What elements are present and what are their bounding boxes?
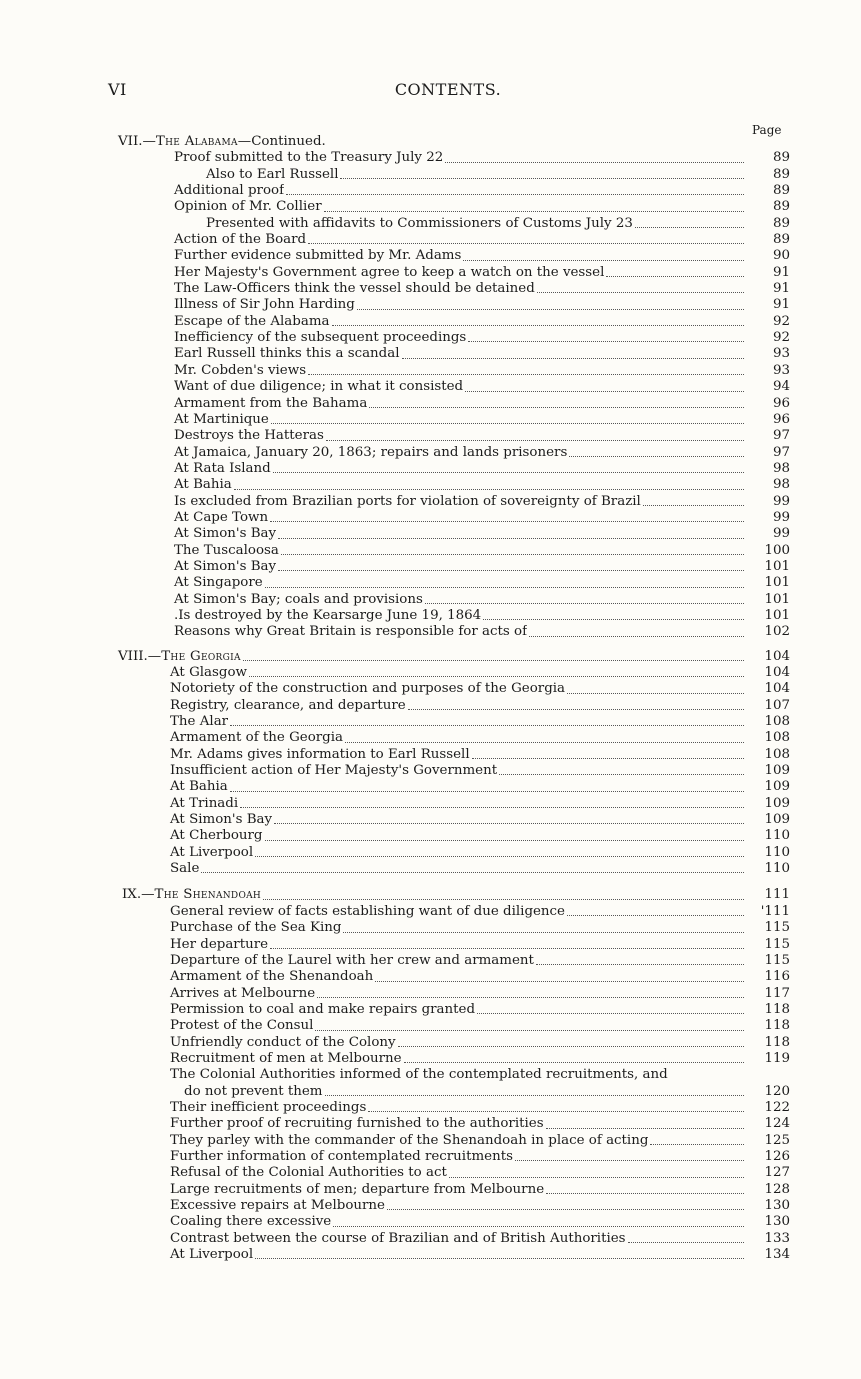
- dot-leader: [240, 806, 744, 808]
- toc-entry-page: 116: [764, 969, 790, 985]
- toc-entry-label: Armament from the Bahama: [174, 395, 368, 411]
- toc-entry-page: 101: [764, 591, 790, 607]
- toc-entry: [108, 698, 790, 714]
- toc-entry-label: Also to Earl Russell: [206, 166, 339, 182]
- dot-leader: [463, 259, 744, 261]
- dot-leader: [529, 635, 744, 637]
- toc-entry-label: At Simon's Bay; coals and provisions: [174, 591, 423, 607]
- toc-entry: [108, 363, 790, 379]
- toc-entry: [108, 1247, 790, 1263]
- dot-leader: [281, 553, 744, 555]
- toc-entry-label: Excessive repairs at Melbourne: [170, 1198, 385, 1213]
- toc-entry-page: 99: [772, 509, 790, 525]
- dot-leader: [273, 471, 744, 473]
- toc-entry-page: 89: [772, 150, 790, 166]
- dot-leader: [445, 161, 744, 163]
- dot-leader: [465, 390, 744, 392]
- toc-entry: [108, 477, 790, 493]
- dot-leader: [387, 1208, 744, 1210]
- toc-entry-label: Departure of the Laurel with her crew and armament: [170, 952, 534, 968]
- toc-entry-page: 108: [764, 746, 790, 762]
- toc-entry-label: Their inefficient proceedings: [170, 1099, 367, 1115]
- section-page-number: 111: [764, 887, 790, 903]
- toc-entry-page: 118: [764, 1001, 790, 1017]
- toc-entry-label: They parley with the commander of the Shenandoah in place of acting: [170, 1132, 649, 1148]
- toc-entry-label: Mr. Adams gives information to Earl Russell: [170, 746, 470, 762]
- dot-leader: [546, 1127, 744, 1129]
- toc-entry-page: 115: [764, 936, 790, 952]
- toc-entry-page: 89: [772, 215, 790, 231]
- toc-entry-label: Insufficient action of Her Majesty's Government: [170, 763, 498, 779]
- toc-entry-label: Escape of the Alabama: [174, 313, 330, 329]
- toc-entry-page: 109: [764, 763, 790, 779]
- dot-leader: [243, 659, 744, 661]
- toc-entry-label: At Liverpool: [170, 1247, 254, 1263]
- dot-leader: [546, 1192, 744, 1194]
- toc-entry-label: At Cape Town: [174, 509, 269, 525]
- toc-entry-page: 109: [764, 779, 790, 795]
- dot-leader: [375, 980, 744, 982]
- toc-entry-page: 115: [764, 920, 790, 936]
- toc-entry-page: 120: [764, 1083, 790, 1099]
- toc-entry-label: At Simon's Bay: [174, 558, 277, 574]
- toc-entry-label: Armament of the Shenandoah: [170, 969, 374, 985]
- dot-leader: [449, 1176, 744, 1178]
- toc-entry-page: 110: [764, 861, 790, 877]
- toc-entry-page: 92: [772, 313, 790, 329]
- toc-entry: [108, 953, 790, 969]
- toc-entry: [108, 937, 790, 953]
- toc-entry-label: Action of the Board: [174, 232, 307, 248]
- toc-entry-label: Want of due diligence; in what it consisted: [174, 379, 464, 395]
- toc-entry-label: At Bahia: [174, 477, 232, 493]
- toc-entry: [108, 1084, 790, 1100]
- toc-entry-label: The Alar: [170, 714, 229, 730]
- section-numeral: IX.—: [122, 887, 155, 903]
- toc-entry: [108, 330, 790, 346]
- toc-entry: [108, 763, 790, 779]
- toc-entry: [108, 608, 790, 624]
- toc-entry-page: 125: [764, 1132, 790, 1148]
- dot-leader: [369, 406, 744, 408]
- dot-leader: [483, 618, 744, 620]
- page-column-label: Page: [752, 123, 782, 137]
- dot-leader: [537, 291, 744, 293]
- toc-entry: [108, 183, 790, 199]
- dot-leader: [317, 996, 744, 998]
- toc-entry-page: 118: [764, 1018, 790, 1034]
- dot-leader: [643, 504, 744, 506]
- toc-entry: [108, 920, 790, 936]
- toc-entry-label: At Martinique: [174, 411, 269, 427]
- toc-entry: [108, 1182, 790, 1198]
- dot-leader: [343, 931, 744, 933]
- toc-entry-page: 89: [772, 199, 790, 215]
- toc-entry: [108, 747, 790, 763]
- dot-leader: [234, 488, 744, 490]
- dot-leader: [368, 1110, 744, 1112]
- toc-entry: [108, 1067, 790, 1083]
- toc-entry-label: .Is destroyed by the Kearsarge June 19, 1864: [174, 607, 482, 623]
- toc-entry: [108, 986, 790, 1002]
- toc-section: [108, 887, 790, 1263]
- toc-entry-label: Reasons why Great Britain is responsible for acts of: [174, 624, 528, 640]
- toc-entry-label: The Tuscaloosa: [174, 542, 279, 558]
- toc-entry: [108, 1100, 790, 1116]
- dot-leader: [324, 210, 744, 212]
- dot-leader: [536, 963, 744, 965]
- toc-entry-page: 124: [764, 1116, 790, 1132]
- toc-entry-page: 107: [764, 697, 790, 713]
- toc-entry-label: Permission to coal and make repairs granted: [170, 1001, 476, 1017]
- toc-entry-page: 99: [772, 526, 790, 542]
- toc-entry-page: 108: [764, 714, 790, 730]
- toc-entry-page: 91: [772, 281, 790, 297]
- toc-entry-label: At Jamaica, January 20, 1863; repairs and lands prisoners: [174, 444, 568, 460]
- dot-leader: [308, 242, 744, 244]
- section-name: The Alabama: [155, 134, 238, 149]
- toc-entry-page: 97: [772, 428, 790, 444]
- dot-leader: [274, 822, 744, 824]
- toc-entry-page: 93: [772, 362, 790, 378]
- dot-leader: [278, 569, 744, 571]
- section-heading-label: [108, 649, 241, 665]
- toc-entry-label: Proof submitted to the Treasury July 22: [174, 150, 444, 166]
- toc-entry-label: Additional proof: [174, 183, 285, 199]
- toc-entry-label: At Bahia: [170, 779, 228, 795]
- toc-entry-label: At Glasgow: [170, 665, 248, 680]
- toc-entry-page: 89: [772, 232, 790, 248]
- toc-entry: [108, 681, 790, 697]
- toc-entry-page: 127: [764, 1165, 790, 1181]
- dot-leader: [270, 947, 744, 949]
- toc-entry-page: 94: [772, 379, 790, 395]
- toc-entry: [108, 1231, 790, 1247]
- dot-leader: [315, 1029, 744, 1031]
- dot-leader: [569, 455, 744, 457]
- dot-leader: [271, 422, 744, 424]
- dot-leader: [345, 741, 744, 743]
- dot-leader: [263, 898, 744, 900]
- toc-entry: [108, 1214, 790, 1230]
- dot-leader: [606, 275, 744, 277]
- toc-entry: [108, 624, 790, 640]
- toc-entry-page: 126: [764, 1148, 790, 1164]
- toc-entry: [108, 592, 790, 608]
- toc-entry-page: 133: [764, 1230, 790, 1246]
- dot-leader: [404, 1061, 744, 1063]
- toc-entry: [108, 428, 790, 444]
- toc-entry: [108, 779, 790, 795]
- section-heading-label: [108, 887, 261, 903]
- toc-entry: [108, 665, 790, 681]
- section-name: The Shenandoah: [154, 887, 262, 903]
- toc-entry-label: Her Majesty's Government agree to keep a watch on the vessel: [174, 264, 605, 280]
- dot-leader: [650, 1143, 744, 1145]
- toc-entry: [108, 812, 790, 828]
- toc-entry-page: 134: [764, 1247, 790, 1263]
- toc-entry-label: Opinion of Mr. Collier: [174, 199, 322, 215]
- toc-entry: [108, 1198, 790, 1214]
- toc-entry-label: Mr. Cobden's views: [174, 362, 307, 378]
- toc-entry-page: 130: [764, 1214, 790, 1230]
- toc-entry-label: Refusal of the Colonial Authorities to act: [170, 1165, 447, 1181]
- toc-entry: [108, 1165, 790, 1181]
- dot-leader: [425, 602, 744, 604]
- dot-leader: [201, 871, 744, 873]
- toc-entry: [108, 510, 790, 526]
- dot-leader: [340, 177, 744, 179]
- toc-entry-page: 89: [772, 183, 790, 199]
- toc-entry-page: 117: [764, 985, 790, 1001]
- dot-leader: [402, 357, 744, 359]
- toc-entry-label: The Law-Officers think the vessel should be detained: [174, 281, 535, 297]
- table-of-contents: [108, 134, 790, 1263]
- toc-entry-page: 108: [764, 730, 790, 746]
- toc-entry-page: 101: [764, 558, 790, 574]
- page-header: [108, 80, 788, 104]
- toc-entry-label: Large recruitments of men; departure from Melbourne: [170, 1181, 545, 1197]
- page-title: CONTENTS.: [394, 80, 502, 99]
- toc-entry-page: 130: [764, 1198, 790, 1213]
- toc-entry-label: Protest of the Consul: [170, 1018, 314, 1034]
- toc-entry-page: 115: [764, 952, 790, 968]
- toc-entry: [108, 248, 790, 264]
- toc-entry-page: 90: [772, 248, 790, 264]
- toc-entry-label: Contrast between the course of Brazilian and of British Authorities: [170, 1230, 626, 1246]
- toc-entry: [108, 412, 790, 428]
- toc-entry-label: General review of facts establishing want of due diligence: [170, 903, 565, 919]
- section-heading: [108, 649, 790, 665]
- dot-leader: [567, 692, 744, 694]
- page-number-roman: VI: [108, 80, 127, 99]
- toc-entry-label: At Rata Island: [174, 460, 271, 476]
- toc-entry-page: 98: [772, 477, 790, 493]
- toc-entry-page: 118: [764, 1034, 790, 1050]
- toc-entry: [108, 969, 790, 985]
- section-heading-label: [108, 134, 326, 150]
- toc-entry: [108, 1116, 790, 1132]
- toc-entry: [108, 845, 790, 861]
- toc-entry-label: Coaling there excessive: [170, 1214, 332, 1230]
- toc-entry-label: Purchase of the Sea King: [170, 920, 342, 936]
- dot-leader: [398, 1045, 744, 1047]
- toc-entry: [108, 559, 790, 575]
- toc-entry-page: 89: [772, 166, 790, 182]
- toc-entry-label: Is excluded from Brazilian ports for violation of sovereignty of Brazil: [174, 493, 641, 509]
- dot-leader: [326, 439, 744, 441]
- dot-leader: [270, 520, 744, 522]
- toc-entry: [108, 494, 790, 510]
- section-page-number: 104: [764, 648, 790, 664]
- toc-entry: [108, 461, 790, 477]
- toc-entry-page: 91: [772, 297, 790, 313]
- toc-entry: [108, 297, 790, 313]
- dot-leader: [472, 757, 744, 759]
- toc-entry: [108, 150, 790, 166]
- toc-entry-page: 97: [772, 444, 790, 460]
- dot-leader: [332, 324, 744, 326]
- toc-entry-label: At Simon's Bay: [174, 526, 277, 542]
- toc-entry-label: Further information of contemplated recruitments: [170, 1148, 513, 1164]
- toc-entry: [108, 904, 790, 920]
- toc-entry: [108, 199, 790, 215]
- dot-leader: [249, 675, 744, 677]
- toc-entry-page: 102: [764, 624, 790, 640]
- toc-entry-label: Unfriendly conduct of the Colony: [170, 1034, 396, 1050]
- toc-entry: [108, 1018, 790, 1034]
- toc-entry-page: 93: [772, 346, 790, 362]
- toc-entry-label: Further proof of recruiting furnished to the authorities: [170, 1116, 544, 1132]
- toc-entry-page: 109: [764, 812, 790, 828]
- toc-section: [108, 649, 790, 878]
- toc-entry-label: Earl Russell thinks this a scandal: [174, 346, 400, 362]
- toc-entry: [108, 281, 790, 297]
- section-gap: [108, 877, 790, 887]
- toc-entry-page: 99: [772, 493, 790, 509]
- section-numeral: VII.—: [118, 134, 156, 149]
- toc-entry-label: do not prevent them: [184, 1083, 323, 1099]
- toc-entry-page: 110: [764, 828, 790, 844]
- toc-entry-label: At Liverpool: [170, 844, 254, 860]
- toc-entry: [108, 796, 790, 812]
- toc-entry: [108, 216, 790, 232]
- section-suffix: —Continued.: [237, 134, 326, 149]
- toc-entry: [108, 1149, 790, 1165]
- dot-leader: [333, 1225, 744, 1227]
- toc-entry-label: Sale: [170, 861, 200, 877]
- toc-entry-page: '111: [760, 903, 790, 919]
- dot-leader: [255, 1257, 744, 1259]
- dot-leader: [468, 340, 744, 342]
- section-heading: [108, 134, 790, 150]
- dot-leader: [255, 855, 744, 857]
- dot-leader: [308, 373, 744, 375]
- toc-entry-page: 98: [772, 460, 790, 476]
- toc-entry-label: Further evidence submitted by Mr. Adams: [174, 248, 462, 264]
- section-heading: [108, 887, 790, 903]
- toc-entry-label: Arrives at Melbourne: [170, 985, 316, 1001]
- toc-entry: [108, 526, 790, 542]
- toc-entry-page: 91: [772, 264, 790, 280]
- section-name: The Georgia: [161, 648, 241, 664]
- toc-entry: [108, 543, 790, 559]
- toc-entry: [108, 1051, 790, 1067]
- dot-leader: [408, 708, 744, 710]
- toc-entry-page: 92: [772, 330, 790, 346]
- toc-entry: [108, 861, 790, 877]
- section-numeral: VIII.—: [118, 648, 162, 664]
- toc-entry-label: At Cherbourg: [170, 828, 263, 844]
- toc-entry-label: The Colonial Authorities informed of the contemplated recruitments, and: [170, 1067, 668, 1083]
- toc-entry: [108, 232, 790, 248]
- toc-entry: [108, 575, 790, 591]
- toc-entry-label: Registry, clearance, and departure: [170, 697, 406, 713]
- toc-entry: [108, 1035, 790, 1051]
- dot-leader: [278, 537, 744, 539]
- dot-leader: [567, 914, 744, 916]
- toc-entry-label: At Singapore: [174, 575, 263, 591]
- toc-entry: [108, 445, 790, 461]
- toc-entry-page: 119: [764, 1050, 790, 1066]
- toc-entry-page: 100: [764, 542, 790, 558]
- toc-entry-page: 104: [764, 665, 790, 680]
- toc-entry-label: Destroys the Hatteras: [174, 428, 324, 444]
- toc-entry-page: 101: [764, 575, 790, 591]
- toc-entry-label: Recruitment of men at Melbourne: [170, 1050, 402, 1066]
- dot-leader: [230, 724, 744, 726]
- toc-entry-page: 96: [772, 411, 790, 427]
- dot-leader: [635, 226, 744, 228]
- toc-entry-label: At Trinadi: [170, 795, 239, 811]
- toc-entry: [108, 714, 790, 730]
- toc-entry-page: 104: [764, 681, 790, 697]
- toc-entry-label: Inefficiency of the subsequent proceedings: [174, 330, 467, 346]
- section-gap: [108, 641, 790, 649]
- toc-entry: [108, 1133, 790, 1149]
- toc-entry: [108, 828, 790, 844]
- toc-entry-label: Armament of the Georgia: [170, 730, 344, 746]
- toc-entry: [108, 167, 790, 183]
- dot-leader: [477, 1012, 744, 1014]
- toc-entry-label: Illness of Sir John Harding: [174, 297, 355, 313]
- toc-entry-page: 110: [764, 844, 790, 860]
- toc-entry-page: 101: [764, 607, 790, 623]
- toc-entry-label: Her departure: [170, 936, 269, 952]
- toc-entry: [108, 346, 790, 362]
- dot-leader: [325, 1094, 745, 1096]
- dot-leader: [230, 790, 744, 792]
- dot-leader: [328, 145, 744, 146]
- toc-section: [108, 134, 790, 641]
- toc-entry: [108, 730, 790, 746]
- toc-entry: [108, 314, 790, 330]
- dot-leader: [265, 586, 744, 588]
- dot-leader: [357, 308, 744, 310]
- dot-leader: [286, 193, 744, 195]
- dot-leader: [515, 1159, 744, 1161]
- toc-entry: [108, 379, 790, 395]
- toc-entry-label: Presented with affidavits to Commissioners of Customs July 23: [206, 215, 633, 231]
- toc-entry: [108, 396, 790, 412]
- toc-entry-label: Notoriety of the construction and purposes of the Georgia: [170, 681, 566, 697]
- dot-leader: [628, 1241, 744, 1243]
- toc-entry-page: 122: [764, 1099, 790, 1115]
- dot-leader: [499, 773, 744, 775]
- toc-entry-page: 96: [772, 395, 790, 411]
- dot-leader: [265, 839, 745, 841]
- toc-entry-page: 109: [764, 795, 790, 811]
- toc-entry-page: 128: [764, 1181, 790, 1197]
- toc-entry-label: At Simon's Bay: [170, 812, 273, 828]
- toc-entry: [108, 265, 790, 281]
- toc-entry: [108, 1002, 790, 1018]
- dot-leader: [670, 1079, 744, 1080]
